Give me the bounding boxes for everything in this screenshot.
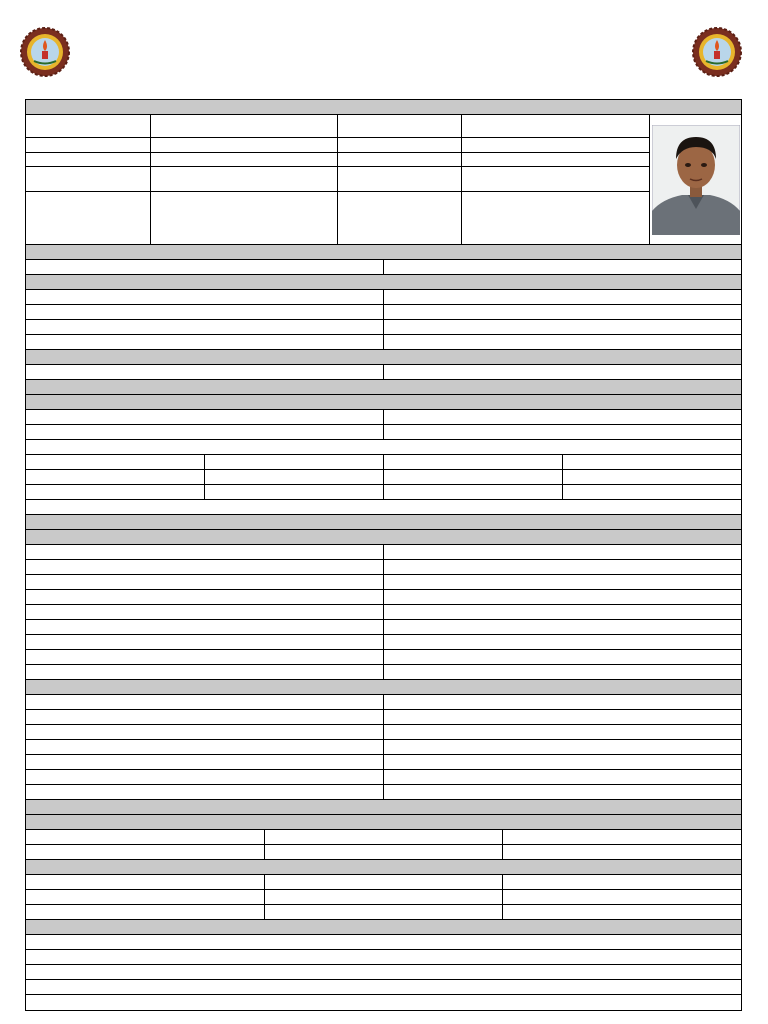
table-cell — [563, 485, 741, 499]
table-row — [26, 115, 649, 138]
table-row — [26, 485, 741, 500]
table-cell — [26, 635, 384, 649]
table-row — [26, 740, 741, 755]
table-row — [26, 590, 741, 605]
table-cell — [384, 560, 741, 574]
table-cell — [26, 650, 384, 664]
table-cell — [26, 605, 384, 619]
table-row — [26, 665, 741, 680]
table-row — [26, 192, 649, 244]
table-row — [26, 500, 741, 515]
table-row — [26, 830, 741, 845]
table-row — [26, 755, 741, 770]
table-cell — [384, 455, 563, 469]
table-cell — [384, 725, 741, 739]
table-cell — [462, 167, 649, 191]
table-row — [26, 335, 741, 350]
table-row — [26, 290, 741, 305]
table-cell — [384, 425, 741, 439]
table-cell — [338, 192, 462, 244]
table-cell — [26, 695, 384, 709]
table-cell — [26, 905, 265, 919]
table-cell — [26, 485, 205, 499]
table-cell — [26, 740, 384, 754]
table-cell — [265, 830, 504, 844]
table-cell — [265, 905, 504, 919]
table-cell — [26, 950, 741, 964]
table-row — [26, 153, 649, 167]
table-row — [26, 995, 741, 1010]
table-cell — [26, 500, 741, 514]
section-header — [26, 395, 741, 410]
table-cell — [384, 320, 741, 334]
table-cell — [503, 830, 741, 844]
table-row — [26, 695, 741, 710]
table-cell — [26, 290, 384, 304]
section-header — [26, 100, 741, 115]
table-cell — [563, 470, 741, 484]
table-row — [26, 455, 741, 470]
table-row — [26, 935, 741, 950]
table-cell — [26, 425, 384, 439]
table-cell — [26, 755, 384, 769]
table-cell — [265, 845, 504, 859]
table-cell — [338, 138, 462, 152]
table-cell — [384, 575, 741, 589]
table-row — [26, 785, 741, 800]
table-cell — [384, 650, 741, 664]
table-cell — [26, 665, 384, 679]
table-row — [26, 845, 741, 860]
table-cell — [205, 455, 384, 469]
table-row — [26, 980, 741, 995]
table-cell — [26, 115, 151, 137]
table-cell — [384, 695, 741, 709]
table-cell — [26, 935, 741, 949]
table-row — [26, 890, 741, 905]
table-cell — [384, 470, 563, 484]
table-cell — [384, 710, 741, 724]
table-cell — [26, 153, 151, 166]
table-row — [26, 305, 741, 320]
table-cell — [338, 115, 462, 137]
table-cell — [26, 575, 384, 589]
table-cell — [384, 290, 741, 304]
table-row — [26, 138, 649, 153]
table-cell — [26, 875, 265, 889]
table-cell — [205, 470, 384, 484]
table-cell — [26, 890, 265, 904]
table-cell — [384, 410, 741, 424]
section-header — [26, 680, 741, 695]
table-row — [26, 875, 741, 890]
section-header — [26, 515, 741, 530]
table-row — [26, 605, 741, 620]
table-cell — [151, 192, 338, 244]
table-cell — [338, 167, 462, 191]
table-cell — [26, 305, 384, 319]
personal-details-grid — [26, 115, 650, 244]
table-cell — [26, 138, 151, 152]
table-cell — [503, 905, 741, 919]
table-row — [26, 575, 741, 590]
table-cell — [384, 785, 741, 799]
table-cell — [26, 965, 741, 979]
table-cell — [384, 260, 741, 274]
table-cell — [384, 305, 741, 319]
table-cell — [384, 590, 741, 604]
table-row — [26, 470, 741, 485]
table-cell — [26, 167, 151, 191]
table-cell — [151, 167, 338, 191]
table-cell — [384, 335, 741, 349]
table-cell — [26, 335, 384, 349]
table-cell — [26, 770, 384, 784]
table-cell — [151, 138, 338, 152]
table-cell — [205, 485, 384, 499]
table-cell — [26, 545, 384, 559]
table-row — [26, 725, 741, 740]
table-cell — [26, 620, 384, 634]
table-row — [26, 545, 741, 560]
table-cell — [462, 138, 649, 152]
section-header — [26, 800, 741, 815]
table-row — [26, 260, 741, 275]
table-cell — [265, 875, 504, 889]
table-cell — [462, 153, 649, 166]
table-row — [26, 425, 741, 440]
table-cell — [384, 740, 741, 754]
application-form — [25, 99, 742, 1011]
section-header — [26, 380, 741, 395]
table-row — [26, 635, 741, 650]
table-cell — [26, 845, 265, 859]
table-cell — [26, 320, 384, 334]
table-cell — [503, 875, 741, 889]
section-header — [26, 920, 741, 935]
table-cell — [384, 365, 741, 379]
table-row — [26, 770, 741, 785]
table-cell — [503, 845, 741, 859]
table-cell — [26, 455, 205, 469]
table-cell — [384, 665, 741, 679]
table-row — [26, 905, 741, 920]
table-cell — [26, 365, 384, 379]
table-cell — [26, 410, 384, 424]
table-cell — [26, 995, 741, 1010]
section-header — [26, 815, 741, 830]
table-row — [26, 965, 741, 980]
table-cell — [26, 830, 265, 844]
section-header — [26, 860, 741, 875]
section-header — [26, 245, 741, 260]
table-cell — [338, 153, 462, 166]
table-row — [26, 365, 741, 380]
table-cell — [26, 470, 205, 484]
table-cell — [384, 545, 741, 559]
table-row — [26, 320, 741, 335]
table-cell — [265, 890, 504, 904]
university-seal-left-icon — [20, 27, 70, 77]
section-header — [26, 350, 741, 365]
table-row — [26, 560, 741, 575]
table-cell — [384, 605, 741, 619]
table-cell — [384, 635, 741, 649]
table-row — [26, 410, 741, 425]
table-cell — [151, 153, 338, 166]
table-cell — [26, 192, 151, 244]
table-cell — [503, 890, 741, 904]
table-cell — [26, 725, 384, 739]
table-cell — [384, 620, 741, 634]
table-row — [26, 710, 741, 725]
table-cell — [26, 560, 384, 574]
table-cell — [384, 485, 563, 499]
table-cell — [26, 710, 384, 724]
applicant-photo — [652, 125, 740, 235]
table-cell — [26, 590, 384, 604]
table-row — [26, 440, 741, 455]
photo-frame — [650, 115, 741, 244]
personal-details-block — [26, 115, 741, 245]
table-cell — [563, 455, 741, 469]
table-row — [26, 950, 741, 965]
table-cell — [462, 192, 649, 244]
section-header — [26, 275, 741, 290]
table-cell — [26, 980, 741, 994]
university-seal-right-icon — [692, 27, 742, 77]
table-row — [26, 620, 741, 635]
table-cell — [384, 770, 741, 784]
table-cell — [384, 755, 741, 769]
table-cell — [151, 115, 338, 137]
table-cell — [26, 260, 384, 274]
table-row — [26, 650, 741, 665]
section-header — [26, 530, 741, 545]
table-cell — [462, 115, 649, 137]
table-cell — [26, 785, 384, 799]
table-row — [26, 167, 649, 192]
table-cell — [26, 440, 741, 454]
